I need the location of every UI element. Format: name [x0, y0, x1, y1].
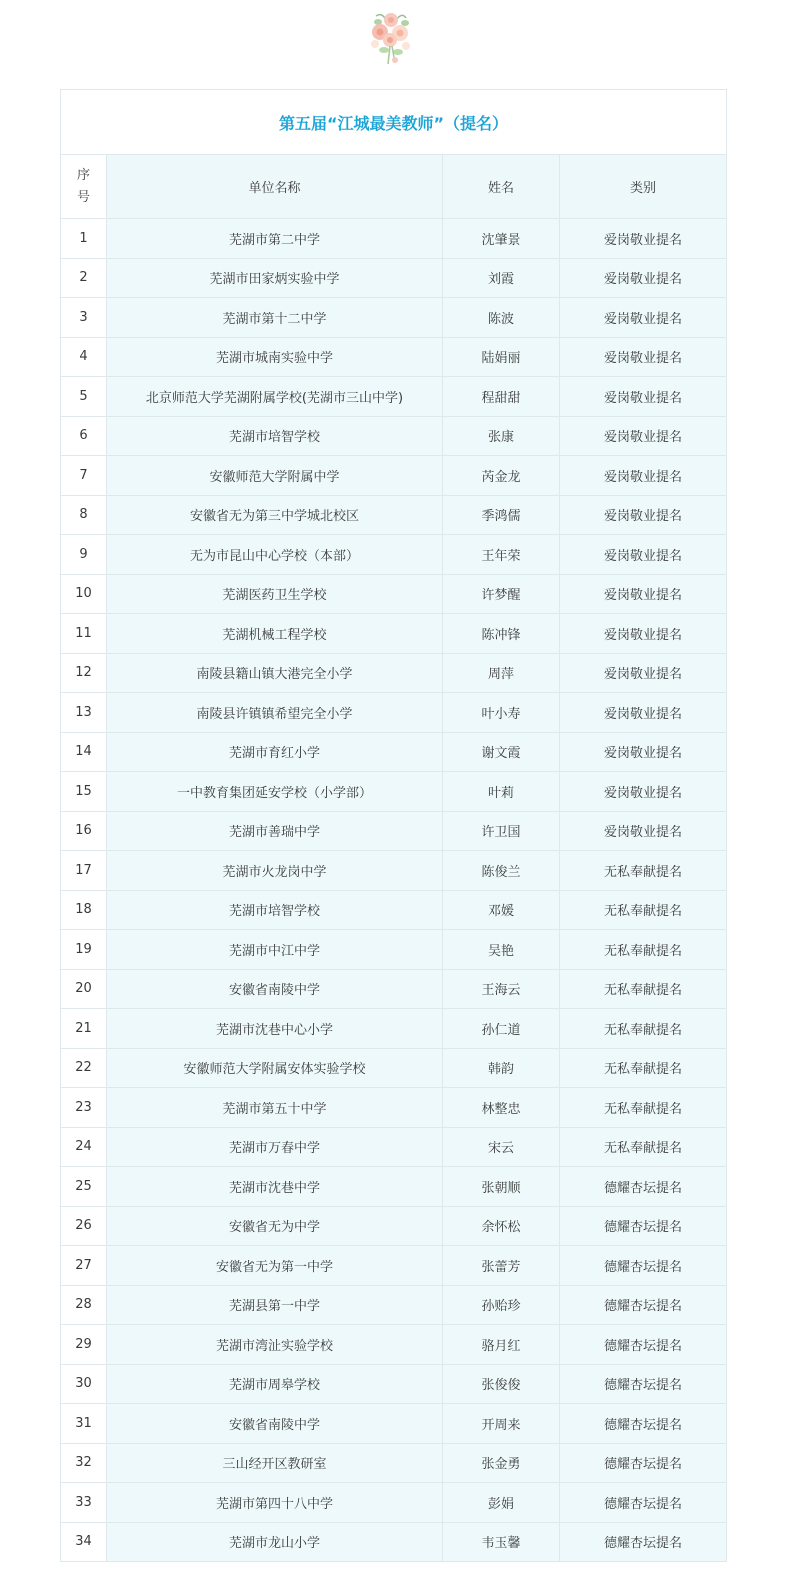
cell-unit: 芜湖市育红小学: [107, 732, 443, 772]
cell-name: 韦玉馨: [443, 1522, 560, 1562]
cell-no: 23: [61, 1088, 107, 1128]
cell-unit: 芜湖市火龙岗中学: [107, 851, 443, 891]
table-title-row: [61, 90, 727, 155]
table-row: [61, 1285, 727, 1325]
cell-no: 30: [61, 1364, 107, 1404]
cell-no: 20: [61, 969, 107, 1009]
cell-no: 14: [61, 732, 107, 772]
table-row: [61, 258, 727, 298]
cell-type: 爱岗敬业提名: [560, 653, 727, 693]
table-row: [61, 1048, 727, 1088]
cell-no: 3: [61, 298, 107, 338]
cell-unit: 芜湖市湾沚实验学校: [107, 1325, 443, 1365]
cell-unit: 芜湖县第一中学: [107, 1285, 443, 1325]
cell-no: 34: [61, 1522, 107, 1562]
cell-type: 德耀杏坛提名: [560, 1404, 727, 1444]
teacher-nomination-table: [60, 89, 727, 1562]
cell-no: 9: [61, 535, 107, 575]
cell-name: 叶小寿: [443, 693, 560, 733]
table-row: [61, 693, 727, 733]
cell-type: 爱岗敬业提名: [560, 416, 727, 456]
cell-type: 爱岗敬业提名: [560, 811, 727, 851]
cell-name: 骆月红: [443, 1325, 560, 1365]
cell-unit: 一中教育集团延安学校（小学部）: [107, 772, 443, 812]
table-row: [61, 732, 727, 772]
cell-unit: 芜湖市善瑞中学: [107, 811, 443, 851]
cell-name: 许卫国: [443, 811, 560, 851]
cell-unit: 芜湖市周皋学校: [107, 1364, 443, 1404]
table-row: [61, 930, 727, 970]
cell-no: 6: [61, 416, 107, 456]
cell-type: 德耀杏坛提名: [560, 1522, 727, 1562]
table-row: [61, 1088, 727, 1128]
cell-type: 爱岗敬业提名: [560, 495, 727, 535]
cell-no: 26: [61, 1206, 107, 1246]
cell-no: 7: [61, 456, 107, 496]
cell-type: 德耀杏坛提名: [560, 1167, 727, 1207]
cell-no: 24: [61, 1127, 107, 1167]
cell-name: 陆娟丽: [443, 337, 560, 377]
cell-no: 5: [61, 377, 107, 417]
cell-unit: 无为市昆山中心学校（本部）: [107, 535, 443, 575]
table-row: [61, 614, 727, 654]
cell-no: 17: [61, 851, 107, 891]
cell-no: 32: [61, 1443, 107, 1483]
table-row: [61, 495, 727, 535]
cell-unit: 芜湖市田家炳实验中学: [107, 258, 443, 298]
cell-type: 爱岗敬业提名: [560, 258, 727, 298]
cell-name: 许梦醒: [443, 574, 560, 614]
cell-type: 爱岗敬业提名: [560, 337, 727, 377]
table-row: [61, 1443, 727, 1483]
cell-name: 彭娟: [443, 1483, 560, 1523]
cell-unit: 安徽师范大学附属安体实验学校: [107, 1048, 443, 1088]
cell-unit: 安徽省无为第一中学: [107, 1246, 443, 1286]
table-row: [61, 1404, 727, 1444]
table-title: 第五届“江城最美教师”（提名）: [61, 90, 727, 155]
cell-unit: 芜湖市第二中学: [107, 219, 443, 259]
cell-type: 德耀杏坛提名: [560, 1206, 727, 1246]
table-row: [61, 1127, 727, 1167]
cell-type: 无私奉献提名: [560, 1009, 727, 1049]
table-row: [61, 1522, 727, 1562]
cell-type: 德耀杏坛提名: [560, 1364, 727, 1404]
cell-no: 31: [61, 1404, 107, 1444]
cell-no: 13: [61, 693, 107, 733]
cell-name: 开周来: [443, 1404, 560, 1444]
cell-type: 爱岗敬业提名: [560, 298, 727, 338]
cell-name: 陈俊兰: [443, 851, 560, 891]
cell-type: 德耀杏坛提名: [560, 1483, 727, 1523]
header-type: 类别: [560, 155, 727, 219]
cell-unit: 芜湖机械工程学校: [107, 614, 443, 654]
flower-bouquet-icon: [368, 8, 414, 66]
cell-no: 22: [61, 1048, 107, 1088]
cell-unit: 南陵县籍山镇大港完全小学: [107, 653, 443, 693]
cell-no: 15: [61, 772, 107, 812]
cell-no: 4: [61, 337, 107, 377]
cell-type: 德耀杏坛提名: [560, 1325, 727, 1365]
cell-name: 刘霞: [443, 258, 560, 298]
header-name: 姓名: [443, 155, 560, 219]
cell-no: 11: [61, 614, 107, 654]
cell-unit: 芜湖市龙山小学: [107, 1522, 443, 1562]
cell-type: 爱岗敬业提名: [560, 693, 727, 733]
cell-unit: 三山经开区教研室: [107, 1443, 443, 1483]
table-row: [61, 1325, 727, 1365]
cell-name: 王海云: [443, 969, 560, 1009]
cell-name: 林整忠: [443, 1088, 560, 1128]
cell-unit: 安徽省无为中学: [107, 1206, 443, 1246]
cell-name: 周萍: [443, 653, 560, 693]
table-body: [61, 219, 727, 1562]
cell-type: 爱岗敬业提名: [560, 732, 727, 772]
cell-no: 33: [61, 1483, 107, 1523]
cell-unit: 安徽省无为第三中学城北校区: [107, 495, 443, 535]
cell-type: 德耀杏坛提名: [560, 1443, 727, 1483]
cell-type: 无私奉献提名: [560, 930, 727, 970]
table-row: [61, 535, 727, 575]
cell-unit: 南陵县许镇镇希望完全小学: [107, 693, 443, 733]
table-row: [61, 1009, 727, 1049]
cell-unit: 芜湖市第五十中学: [107, 1088, 443, 1128]
cell-no: 8: [61, 495, 107, 535]
cell-type: 爱岗敬业提名: [560, 574, 727, 614]
cell-name: 宋云: [443, 1127, 560, 1167]
cell-name: 孙贻珍: [443, 1285, 560, 1325]
cell-name: 孙仁道: [443, 1009, 560, 1049]
cell-name: 张俊俊: [443, 1364, 560, 1404]
cell-type: 无私奉献提名: [560, 969, 727, 1009]
cell-unit: 安徽师范大学附属中学: [107, 456, 443, 496]
cell-type: 德耀杏坛提名: [560, 1246, 727, 1286]
cell-unit: 芜湖市沈巷中心小学: [107, 1009, 443, 1049]
cell-unit: 芜湖市培智学校: [107, 416, 443, 456]
cell-type: 德耀杏坛提名: [560, 1285, 727, 1325]
table-row: [61, 219, 727, 259]
cell-type: 爱岗敬业提名: [560, 219, 727, 259]
cell-unit: 芜湖市中江中学: [107, 930, 443, 970]
table-row: [61, 337, 727, 377]
cell-name: 沈肇景: [443, 219, 560, 259]
cell-name: 陈冲锋: [443, 614, 560, 654]
cell-type: 爱岗敬业提名: [560, 456, 727, 496]
cell-type: 无私奉献提名: [560, 1088, 727, 1128]
table-row: [61, 1364, 727, 1404]
cell-name: 陈波: [443, 298, 560, 338]
table-header-row: [61, 155, 727, 219]
table-row: [61, 456, 727, 496]
cell-no: 27: [61, 1246, 107, 1286]
table-row: [61, 1483, 727, 1523]
cell-no: 29: [61, 1325, 107, 1365]
table-row: [61, 811, 727, 851]
cell-name: 芮金龙: [443, 456, 560, 496]
cell-unit: 安徽省南陵中学: [107, 1404, 443, 1444]
table-row: [61, 1206, 727, 1246]
table-row: [61, 969, 727, 1009]
cell-unit: 芜湖市培智学校: [107, 890, 443, 930]
cell-name: 张朝顺: [443, 1167, 560, 1207]
cell-unit: 芜湖市沈巷中学: [107, 1167, 443, 1207]
cell-no: 28: [61, 1285, 107, 1325]
cell-name: 王年荣: [443, 535, 560, 575]
table-row: [61, 1246, 727, 1286]
cell-unit: 芜湖市第十二中学: [107, 298, 443, 338]
cell-no: 10: [61, 574, 107, 614]
cell-no: 25: [61, 1167, 107, 1207]
cell-no: 21: [61, 1009, 107, 1049]
table-row: [61, 298, 727, 338]
cell-name: 叶莉: [443, 772, 560, 812]
table-row: [61, 377, 727, 417]
cell-name: 余怀松: [443, 1206, 560, 1246]
table-row: [61, 772, 727, 812]
cell-type: 无私奉献提名: [560, 1127, 727, 1167]
table-row: [61, 1167, 727, 1207]
cell-no: 18: [61, 890, 107, 930]
cell-type: 无私奉献提名: [560, 890, 727, 930]
table-row: [61, 416, 727, 456]
cell-no: 19: [61, 930, 107, 970]
cell-type: 爱岗敬业提名: [560, 535, 727, 575]
header-unit: 单位名称: [107, 155, 443, 219]
cell-type: 无私奉献提名: [560, 1048, 727, 1088]
table-row: [61, 653, 727, 693]
cell-name: 程甜甜: [443, 377, 560, 417]
cell-no: 2: [61, 258, 107, 298]
table-row: [61, 890, 727, 930]
cell-type: 无私奉献提名: [560, 851, 727, 891]
cell-no: 12: [61, 653, 107, 693]
cell-unit: 北京师范大学芜湖附属学校(芜湖市三山中学): [107, 377, 443, 417]
cell-name: 张金勇: [443, 1443, 560, 1483]
cell-unit: 芜湖医药卫生学校: [107, 574, 443, 614]
table-row: [61, 851, 727, 891]
cell-type: 爱岗敬业提名: [560, 772, 727, 812]
cell-name: 谢文霞: [443, 732, 560, 772]
cell-name: 季鸿儒: [443, 495, 560, 535]
cell-type: 爱岗敬业提名: [560, 614, 727, 654]
cell-name: 张蕾芳: [443, 1246, 560, 1286]
cell-unit: 安徽省南陵中学: [107, 969, 443, 1009]
cell-unit: 芜湖市万春中学: [107, 1127, 443, 1167]
cell-type: 爱岗敬业提名: [560, 377, 727, 417]
cell-name: 张康: [443, 416, 560, 456]
cell-name: 邓媛: [443, 890, 560, 930]
cell-unit: 芜湖市城南实验中学: [107, 337, 443, 377]
cell-no: 16: [61, 811, 107, 851]
cell-unit: 芜湖市第四十八中学: [107, 1483, 443, 1523]
header-no: 序号: [61, 155, 107, 219]
table-row: [61, 574, 727, 614]
cell-name: 韩韵: [443, 1048, 560, 1088]
cell-name: 吴艳: [443, 930, 560, 970]
cell-no: 1: [61, 219, 107, 259]
